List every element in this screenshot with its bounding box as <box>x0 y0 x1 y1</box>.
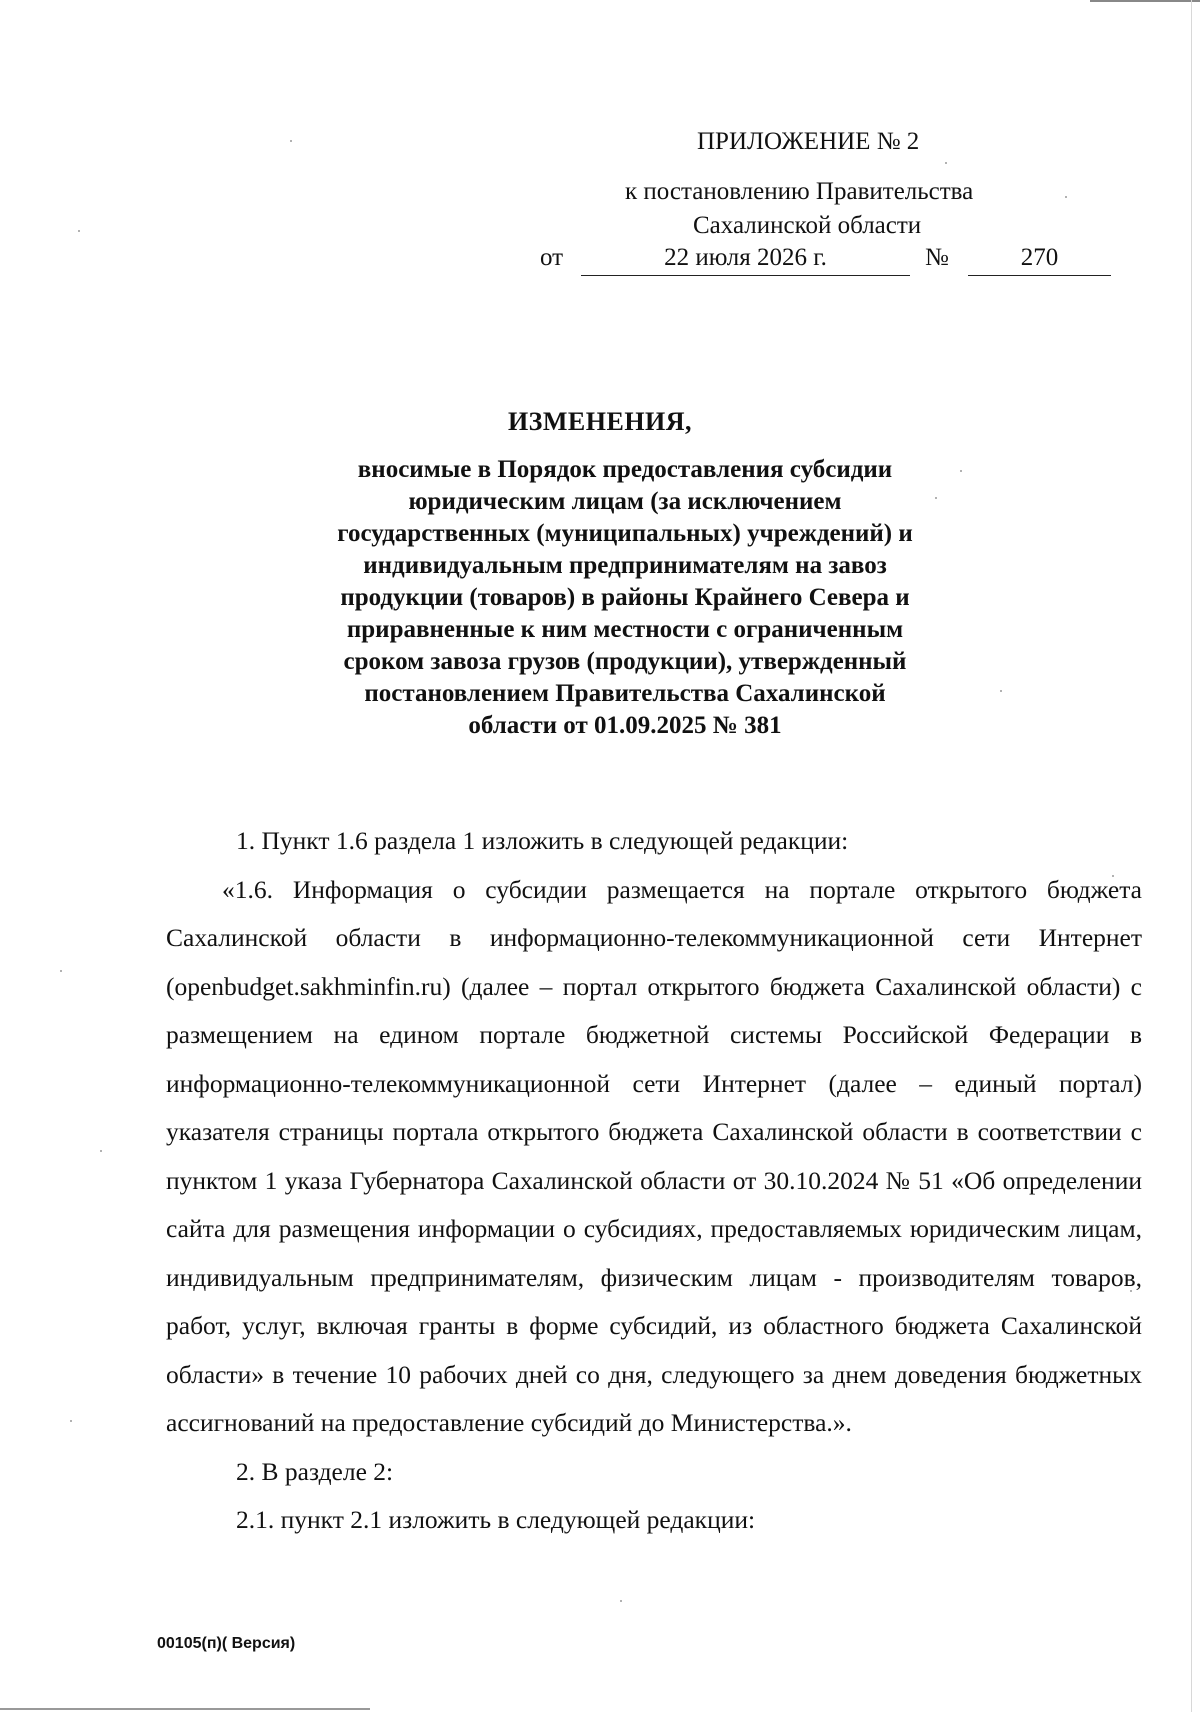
subtitle-line: сроком завоза грузов (продукции), утвержденный <box>343 648 907 675</box>
scan-speck <box>1065 196 1067 198</box>
resolution-date: 22 июля 2026 г. <box>581 244 910 276</box>
scan-edge-bottom <box>0 1708 370 1710</box>
document-body <box>166 817 1142 1545</box>
subtitle-line: юридическим лицам (за исключением <box>408 488 842 515</box>
subtitle-line: индивидуальным предпринимателям на завоз <box>363 552 887 579</box>
resolution-reference-line1: к постановлению Правительства <box>625 178 974 205</box>
subtitle-line: приравненные к ним местности с ограниченным <box>346 616 904 643</box>
resolution-reference-line2: Сахалинской области <box>693 212 922 239</box>
scan-speck <box>290 140 292 142</box>
paragraph-item-1: 1. Пункт 1.6 раздела 1 изложить в следующей редакции: <box>236 826 849 855</box>
appendix-title: ПРИЛОЖЕНИЕ № 2 <box>697 128 920 155</box>
subtitle-line: постановлением Правительства Сахалинской <box>364 680 886 707</box>
document-subtitle <box>270 454 980 742</box>
subtitle-line: продукции (товаров) в районы Крайнего Севера и <box>340 584 910 611</box>
number-label: № <box>925 244 949 271</box>
resolution-number: 270 <box>968 244 1111 276</box>
paragraph-item-2: 2. В разделе 2: <box>236 1456 394 1486</box>
scan-speck <box>620 1600 622 1602</box>
from-label: от <box>540 244 564 271</box>
subtitle-line: вносимые в Порядок предоставления субсидии <box>357 456 893 483</box>
scan-speck <box>78 230 80 232</box>
paragraph-item-2-1: 2.1. пункт 2.1 изложить в следующей редакции: <box>236 1505 756 1534</box>
scan-speck <box>70 1420 72 1422</box>
footer-document-code: 00105(п)( Версия) <box>157 1635 296 1652</box>
scan-speck <box>945 162 947 164</box>
scan-speck <box>60 970 62 972</box>
resolution-date-row <box>540 244 1115 278</box>
scan-edge-top <box>1090 0 1200 2</box>
subtitle-line: области от 01.09.2025 № 381 <box>468 712 782 739</box>
subtitle-line: государственных (муниципальных) учреждений) и <box>337 520 913 547</box>
scan-speck <box>1000 690 1002 692</box>
scan-edge-right <box>1191 0 1192 1712</box>
scan-speck <box>100 1150 102 1152</box>
document-title: ИЗМЕНЕНИЯ, <box>507 407 693 436</box>
paragraph-item-1-6: «1.6. Информация о субсидии размещается на портале открытого бюджета Сахалинской области в информационно-телекоммуникационной сети Интернет (openbudget.sakhminfin.ru) (далее – портал открытого бюджета Сахалинской области) с размещением на едином портале бюджетной системы Российской Федерации в информационно-телекоммуникационной сети Интернет (далее – единый портал) указателя страницы портала открытого бюджета Сахалинской области в соответствии с пунктом 1 указа Губернатора Сахалинской области от 30.10.2024 № 51 «Об определении сайта для размещения информации о субсидиях, предоставляемых юридическим лицам, индивидуальным предпринимателям, физическим лицам - производителям товаров, работ, услуг, включая гранты в форме субсидий, из областного бюджета Сахалинской области» в течение 10 рабочих дней со дня, следующего за днем доведения бюджетных ассигнований на предоставление субсидий до Министерства.». <box>166 874 1142 1437</box>
